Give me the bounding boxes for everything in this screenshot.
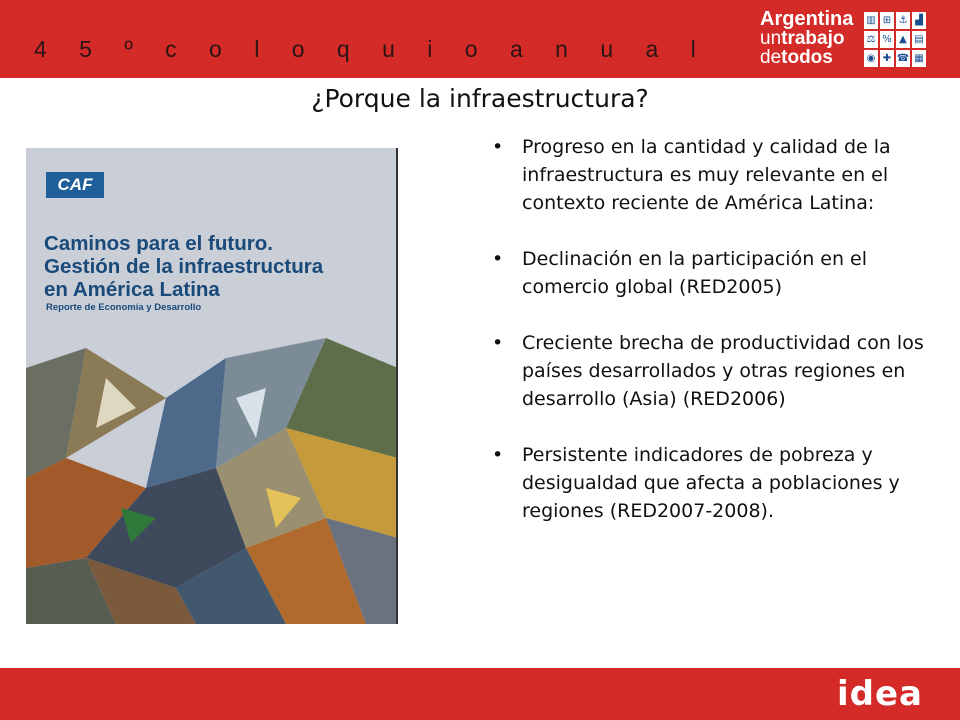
infrastructure-photo-mosaic (26, 338, 398, 624)
bullet-text: Declinación en la participación en el comercio global (RED2005) (522, 248, 868, 298)
logo-line-1: Argentina (760, 8, 854, 30)
cart-icon: ⊞ (880, 12, 894, 29)
cover-subtitle: Reporte de Economía y Desarrollo (46, 302, 202, 313)
caf-logo: CAF (46, 172, 104, 198)
anchor-icon: ⚓ (896, 12, 910, 29)
bullet-text: Creciente brecha de productividad con los países desarrollados y otras regiones en desarrollo (Asia) (RED2006) (522, 332, 924, 410)
logo-icon-grid (864, 12, 928, 72)
cover-title (44, 232, 384, 301)
health-icon: ✚ (880, 50, 894, 67)
bullet-dot: • (492, 248, 504, 270)
bullet-dot: • (492, 332, 504, 354)
tractor-icon: ◉ (864, 50, 878, 67)
list-item (492, 441, 937, 525)
chart-icon: ▦ (912, 50, 926, 67)
header-band (0, 0, 960, 78)
bullet-text: Persistente indicadores de pobreza y desigualdad que afecta a poblaciones y regiones (RED2007-2008). (522, 444, 900, 522)
logo-line-3a: de (760, 47, 782, 68)
bullet-dot: • (492, 444, 504, 466)
road-icon: ▲ (896, 31, 910, 48)
list-item (492, 245, 937, 301)
logo-line-2 (760, 29, 860, 48)
cover-title-line: en América Latina (44, 278, 220, 301)
list-item (492, 133, 937, 217)
logo-line-2b: trabajo (781, 28, 845, 49)
bullet-dot: • (492, 136, 504, 158)
cover-title-line: Caminos para el futuro. (44, 232, 273, 255)
building-icon: ▥ (864, 12, 878, 29)
conference-label: 4 5 º c o l o q u i o a n u a l (34, 36, 709, 62)
idea-logo: idea (837, 674, 923, 714)
bullet-list (492, 133, 937, 553)
argentina-logo (760, 10, 928, 72)
logo-line-3b: todos (781, 47, 833, 68)
logo-wordmark (760, 10, 860, 67)
footer-band (0, 668, 960, 720)
list-item (492, 329, 937, 413)
slide-title: ¿Porque la infraestructura? (311, 84, 649, 113)
logo-line-3 (760, 48, 860, 67)
document-icon: ▤ (912, 31, 926, 48)
cover-title-line: Gestión de la infraestructura (44, 255, 324, 278)
percent-icon: % (880, 31, 894, 48)
scale-icon: ⚖ (864, 31, 878, 48)
factory-icon: ▟ (912, 12, 926, 29)
bullet-text: Progreso en la cantidad y calidad de la infraestructura es muy relevante en el contexto reciente de América Latina: (522, 136, 891, 214)
book-cover-image (26, 148, 398, 624)
logo-line-2a: un (760, 28, 782, 49)
phone-icon: ☎ (896, 50, 910, 67)
